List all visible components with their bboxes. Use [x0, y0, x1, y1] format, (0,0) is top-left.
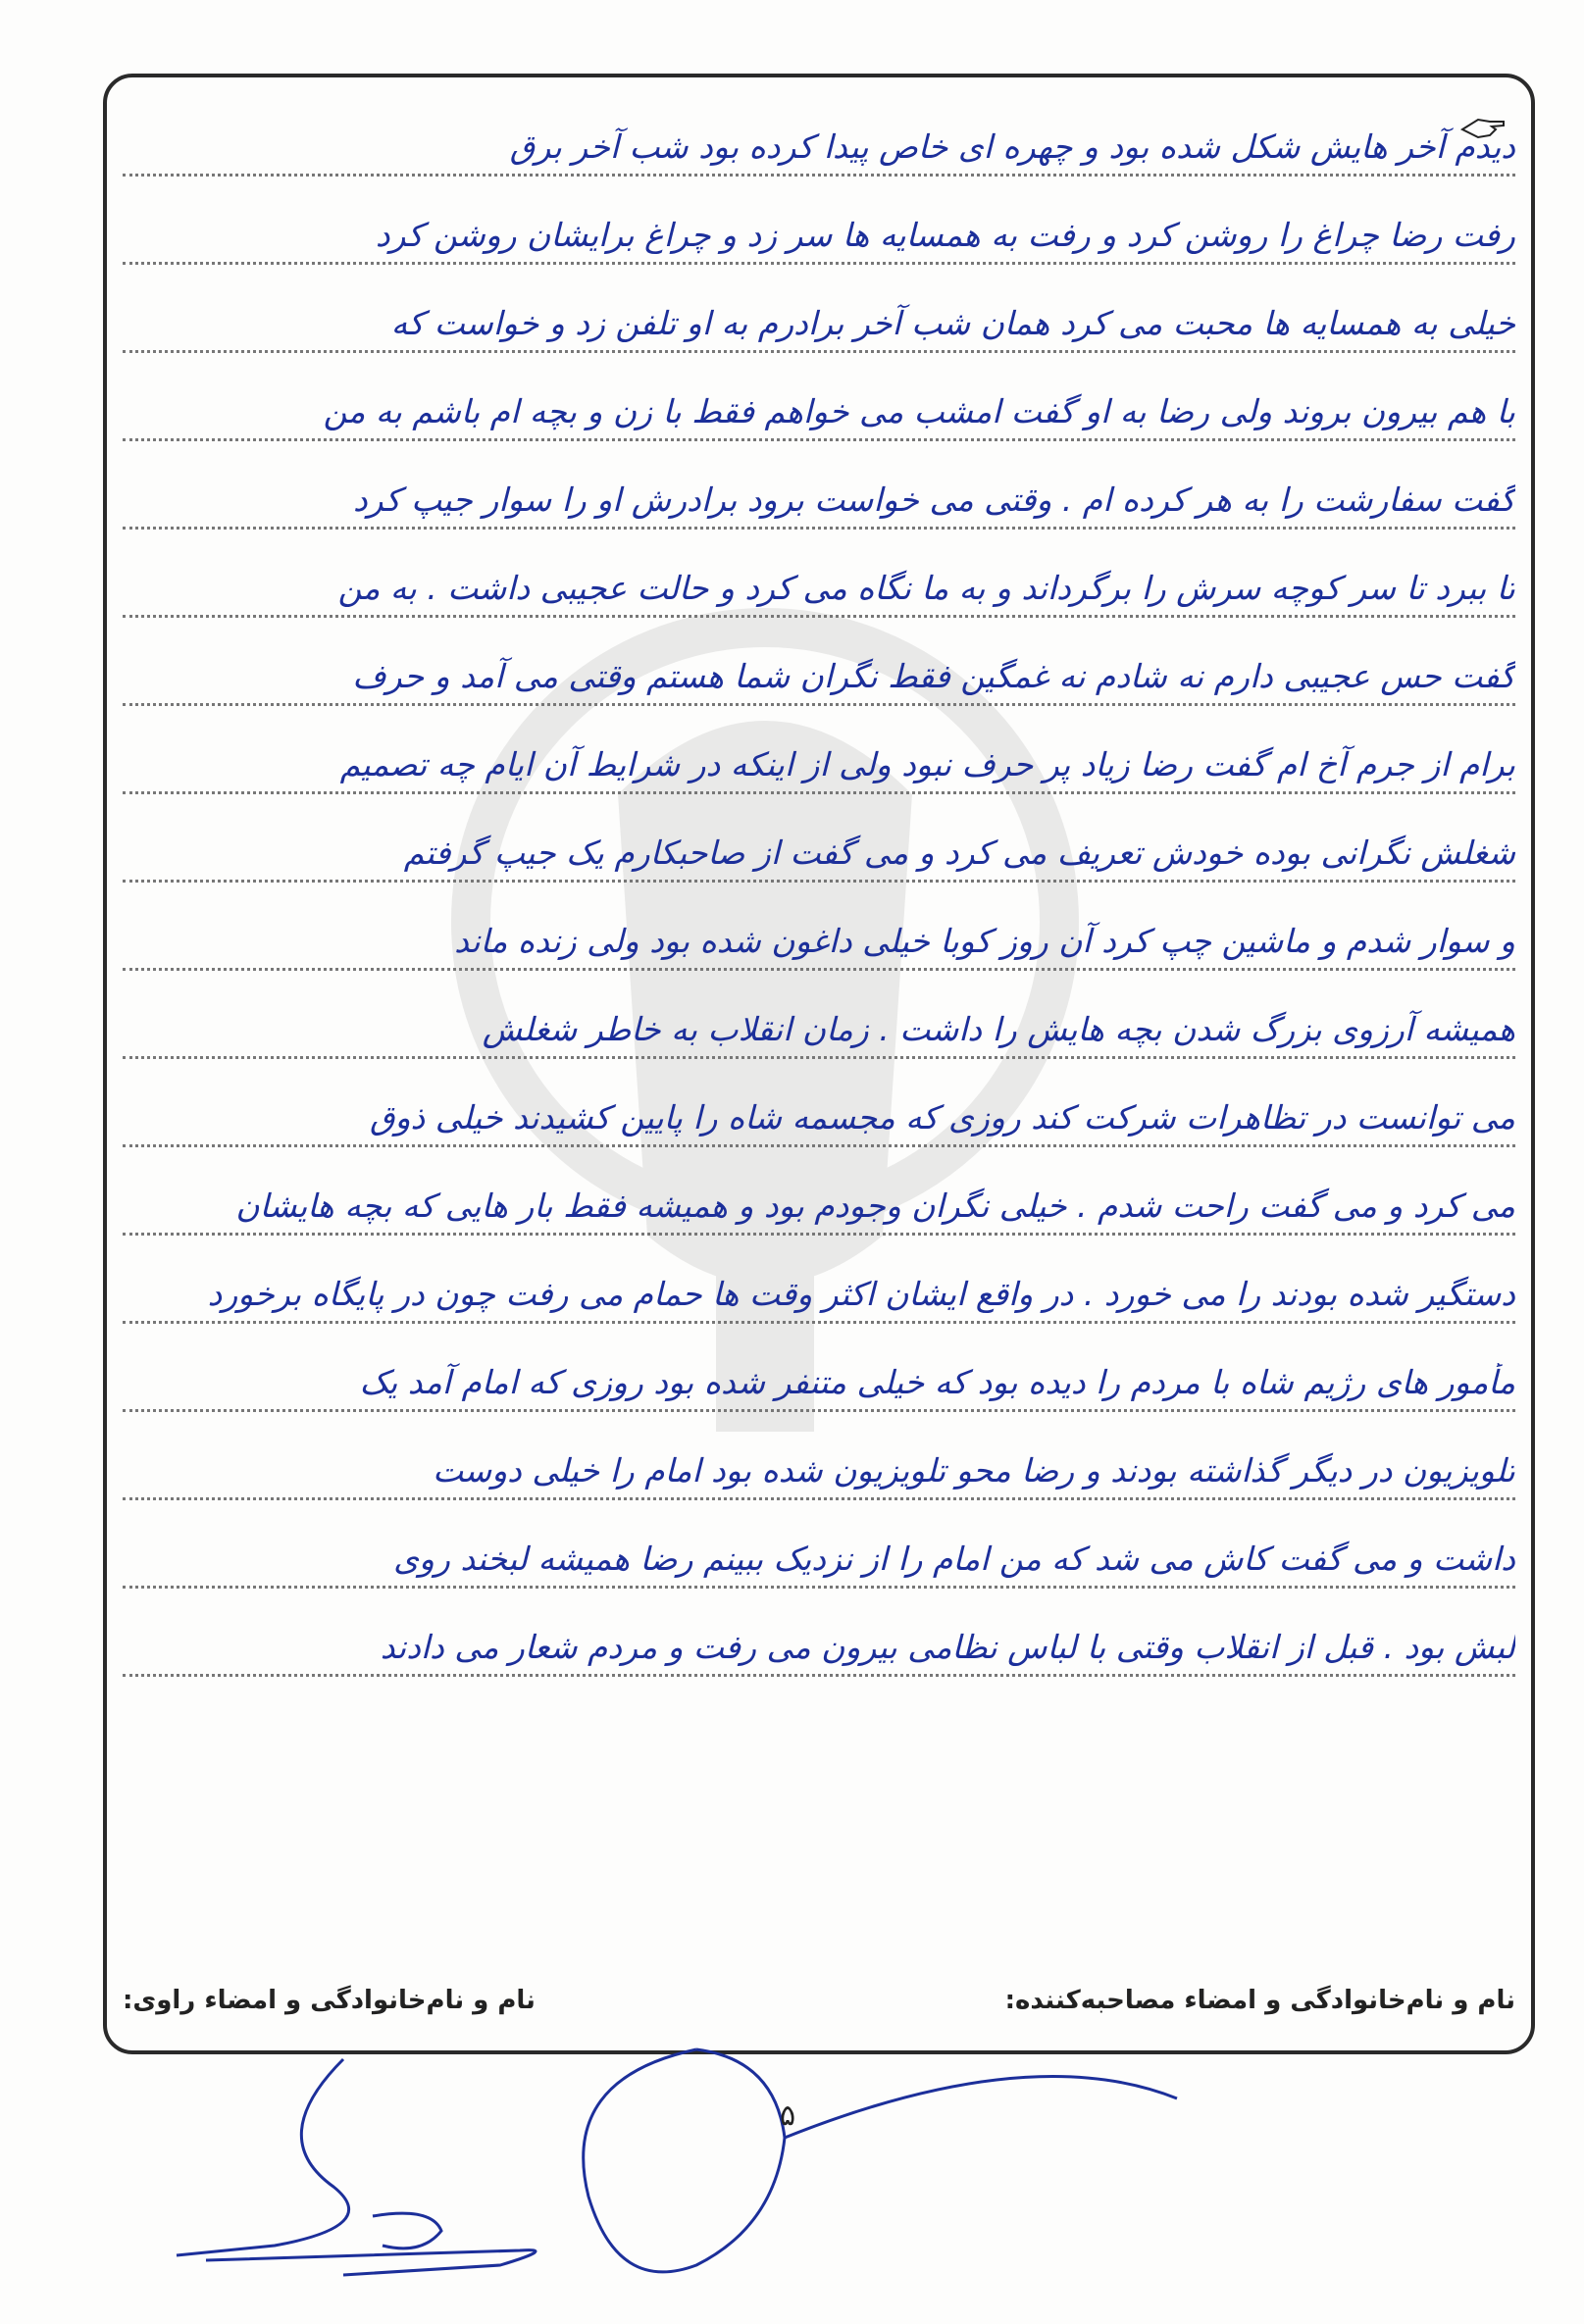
- text-line: [123, 1147, 1515, 1236]
- text-line: [123, 530, 1515, 618]
- text-line: [123, 1059, 1515, 1147]
- text-line-content: خیلی به همسایه ها محبت می کرد همان شب آخر برادرم به او تلفن زد و خواست که: [390, 304, 1515, 342]
- text-line-content: همیشه آرزوی بزرگ شدن بچه هایش را داشت . زمان انقلاب به خاطر شغلش: [482, 1010, 1515, 1048]
- text-line: [123, 1236, 1515, 1324]
- text-line-content: می کرد و می گفت راحت شدم . خیلی نگران وجودم بود و همیشه فقط بار هایی که بچه هایشان: [235, 1187, 1515, 1225]
- page-number: ۵: [780, 2098, 796, 2133]
- text-line: [123, 706, 1515, 794]
- text-line-content: رفت رضا چراغ را روشن کرد و رفت به همسایه ها سر زد و چراغ برایشان روشن کرد: [375, 216, 1515, 254]
- handwritten-signature: [147, 2020, 1226, 2314]
- text-line-content: گفت سفارشت را به هر کرده ام . وقتی می خواست برود برادرش او را سوار جیپ کرد: [352, 480, 1515, 519]
- text-line-content: مأمور های رژیم شاه با مردم را دیده بود که خیلی متنفر شده بود روزی که امام آمد یک: [359, 1363, 1515, 1401]
- text-line-content: برام از جرم آخ ام گفت رضا زیاد پر حرف نبود ولی از اینکه در شرایط آن ایام چه تصمیم: [339, 745, 1515, 783]
- text-line-content: با هم بیرون بروند ولی رضا به او گفت امشب می خواهم فقط با زن و بچه ام باشم به من: [323, 392, 1515, 430]
- text-line-content: و سوار شدم و ماشین چپ کرد آن روز کوبا خیلی داغون شده بود ولی زنده ماند: [454, 922, 1515, 960]
- text-line: [123, 1324, 1515, 1412]
- text-line-content: شغلش نگرانی بوده خودش تعریف می کرد و می گفت از صاحبکارم یک جیپ گرفتم: [403, 834, 1515, 872]
- text-line-content: داشت و می گفت کاش می شد که من امام را از نزدیک ببینم رضا همیشه لبخند روی: [393, 1540, 1515, 1578]
- handwritten-text-area: [123, 88, 1515, 1677]
- text-line-content: لبش بود . قبل از انقلاب وقتی با لباس نظامی بیرون می رفت و مردم شعار می دادند: [380, 1628, 1515, 1666]
- text-line: [123, 1412, 1515, 1500]
- text-line: [123, 265, 1515, 353]
- text-line-content: دیدم آخر هایش شکل شده بود و چهره ای خاص پیدا کرده بود شب آخر برق: [509, 127, 1515, 166]
- narrator-label: نام و نام‌خانوادگی و امضاء راوی:: [123, 1986, 536, 2015]
- text-line-content: می توانست در تظاهرات شرکت کند روزی که مجسمه شاه را پایین کشیدند خیلی ذوق: [369, 1098, 1515, 1137]
- text-line: [123, 618, 1515, 706]
- text-line-content: گفت حس عجیبی دارم نه شادم نه غمگین فقط نگران شما هستم وقتی می آمد و حرف: [352, 657, 1515, 695]
- text-line-content: دستگیر شده بودند را می خورد . در واقع ایشان اکثر وقت ها حمام می رفت چون در پایگاه برخورد: [207, 1275, 1515, 1313]
- interviewer-label: نام و نام‌خانوادگی و امضاء مصاحبه‌کننده:: [1004, 1986, 1515, 2015]
- text-line-content: تلویزیون در دیگر گذاشته بودند و رضا محو تلویزیون شده بود امام را خیلی دوست: [433, 1451, 1515, 1490]
- text-line: [123, 883, 1515, 971]
- text-line: [123, 441, 1515, 530]
- text-line-content: تا ببرد تا سر کوچه سرش را برگرداند و به ما نگاه می کرد و حالت عجیبی داشت . به من: [337, 569, 1515, 607]
- text-line: [123, 88, 1515, 177]
- text-line: [123, 353, 1515, 441]
- text-line: [123, 177, 1515, 265]
- text-line: [123, 1500, 1515, 1589]
- text-line: [123, 794, 1515, 883]
- text-line: [123, 971, 1515, 1059]
- text-line: [123, 1589, 1515, 1677]
